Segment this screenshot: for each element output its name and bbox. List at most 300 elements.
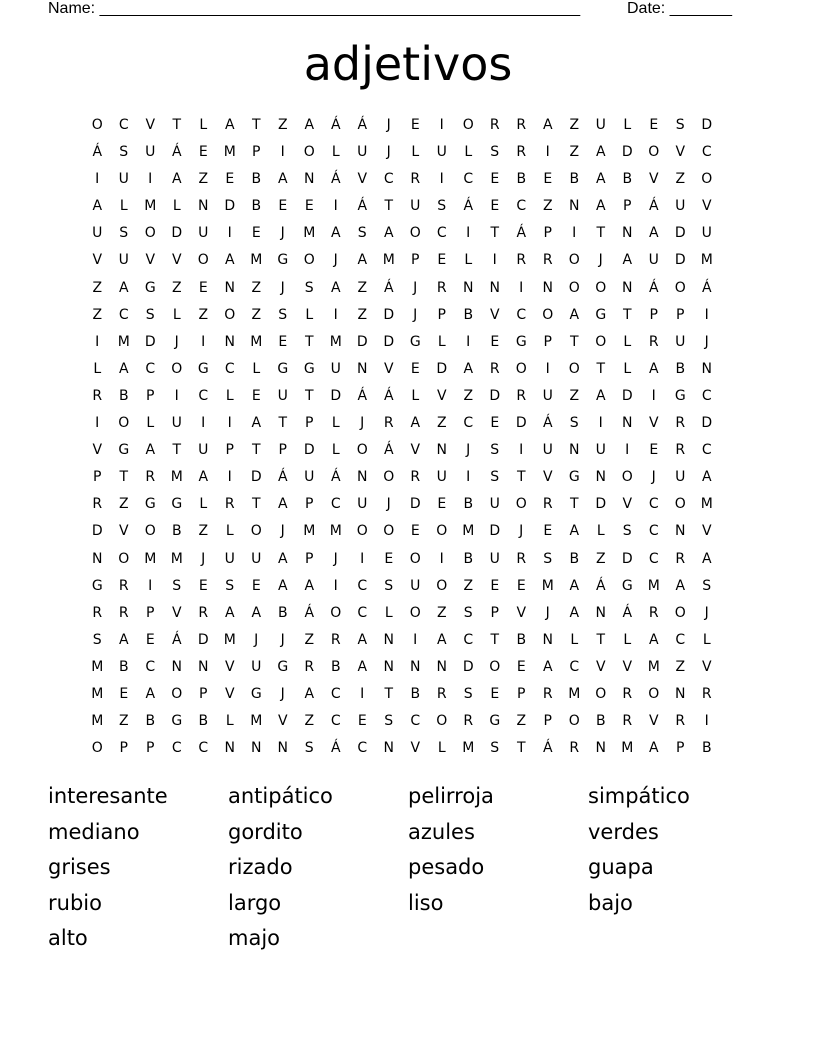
grid-letter: U bbox=[410, 198, 421, 215]
grid-letter: I bbox=[360, 685, 365, 702]
grid-letter: P bbox=[305, 496, 314, 513]
grid-letter: O bbox=[568, 279, 580, 296]
grid-letter: C bbox=[145, 658, 156, 675]
grid-letter: D bbox=[621, 387, 633, 404]
grid-letter: O bbox=[303, 144, 315, 161]
grid-letter: Á bbox=[542, 415, 553, 432]
grid-letter: R bbox=[675, 713, 686, 730]
grid-letter: L bbox=[93, 360, 102, 377]
grid-letter: M bbox=[541, 577, 554, 594]
grid-letter: Z bbox=[436, 415, 447, 432]
grid-letter: O bbox=[409, 604, 421, 621]
grid-letter: C bbox=[330, 496, 341, 513]
grid-letter: D bbox=[224, 198, 236, 215]
grid-letter: D bbox=[91, 523, 103, 540]
grid-letter: U bbox=[595, 117, 606, 133]
grid-letter: A bbox=[330, 225, 341, 242]
grid-letter: P bbox=[278, 442, 287, 459]
grid-letter: V bbox=[516, 604, 527, 621]
grid-letter: L bbox=[596, 523, 605, 540]
grid-letter: N bbox=[171, 658, 182, 675]
grid-letter: C bbox=[436, 225, 447, 242]
grid-letter: I bbox=[439, 171, 444, 188]
grid-letter: I bbox=[545, 360, 550, 377]
grid-letter: O bbox=[436, 523, 448, 540]
grid-letter: O bbox=[595, 685, 607, 702]
grid-letter: O bbox=[171, 360, 183, 377]
grid-letter: V bbox=[410, 442, 421, 459]
grid-letter: L bbox=[225, 713, 234, 730]
grid-letter: T bbox=[172, 442, 182, 459]
word-list-item: largo bbox=[228, 890, 282, 915]
word-list bbox=[48, 780, 768, 958]
grid-letter: N bbox=[251, 740, 262, 757]
grid-letter: L bbox=[146, 415, 155, 432]
grid-letter: Á bbox=[171, 144, 182, 161]
grid-letter: R bbox=[675, 550, 686, 567]
grid-letter: A bbox=[463, 360, 474, 377]
grid-letter: Á bbox=[383, 442, 394, 459]
grid-letter: O bbox=[648, 685, 660, 702]
grid-letter: V bbox=[410, 740, 421, 757]
grid-letter: O bbox=[356, 442, 368, 459]
grid-letter: I bbox=[95, 171, 100, 188]
grid-letter: I bbox=[360, 550, 365, 567]
grid-letter: A bbox=[648, 631, 659, 648]
grid-letter: C bbox=[701, 144, 712, 161]
grid-letter: L bbox=[384, 604, 393, 621]
grid-letter: O bbox=[436, 577, 448, 594]
grid-letter: U bbox=[410, 577, 421, 594]
grid-letter: V bbox=[622, 658, 633, 675]
grid-letter: V bbox=[92, 442, 103, 459]
grid-letter: N bbox=[595, 469, 606, 486]
grid-letter: C bbox=[463, 415, 474, 432]
grid-letter: J bbox=[333, 252, 338, 269]
grid-letter: B bbox=[198, 713, 209, 730]
grid-letter: O bbox=[489, 658, 501, 675]
grid-letter: J bbox=[280, 685, 285, 702]
word-list-item: rubio bbox=[48, 890, 102, 915]
grid-letter: Z bbox=[118, 713, 129, 730]
grid-letter: G bbox=[91, 577, 103, 594]
grid-letter: N bbox=[595, 604, 606, 621]
grid-letter: P bbox=[146, 604, 155, 621]
grid-letter: A bbox=[251, 415, 262, 432]
grid-letter: L bbox=[464, 252, 473, 269]
grid-letter: N bbox=[357, 360, 368, 377]
grid-letter: I bbox=[227, 225, 232, 242]
grid-letter: M bbox=[91, 658, 104, 675]
grid-letter: R bbox=[648, 604, 659, 621]
grid-letter: I bbox=[439, 550, 444, 567]
grid-letter: V bbox=[701, 658, 712, 675]
grid-letter: R bbox=[304, 658, 315, 675]
grid-letter: I bbox=[333, 306, 338, 323]
grid-letter: P bbox=[199, 685, 208, 702]
grid-letter: R bbox=[622, 685, 633, 702]
grid-letter: Z bbox=[251, 279, 262, 296]
grid-letter: J bbox=[545, 604, 550, 621]
grid-letter: L bbox=[437, 333, 446, 350]
grid-letter: Á bbox=[357, 117, 368, 133]
grid-letter: R bbox=[330, 631, 341, 648]
grid-letter: S bbox=[490, 469, 500, 486]
grid-letter: T bbox=[251, 117, 261, 133]
grid-letter: I bbox=[651, 387, 656, 404]
grid-letter: O bbox=[356, 523, 368, 540]
grid-letter: P bbox=[119, 740, 128, 757]
name-field-label[interactable]: Name: ______________________________________________________ bbox=[48, 0, 581, 17]
grid-letter: V bbox=[224, 685, 235, 702]
grid-letter: L bbox=[305, 306, 314, 323]
word-list-item: simpático bbox=[588, 784, 690, 808]
grid-letter: G bbox=[621, 577, 633, 594]
grid-letter: U bbox=[251, 658, 262, 675]
grid-letter: E bbox=[198, 144, 208, 161]
grid-letter: E bbox=[516, 577, 526, 594]
grid-letter: Á bbox=[277, 469, 288, 486]
grid-letter: P bbox=[93, 469, 102, 486]
grid-letter: O bbox=[542, 306, 554, 323]
grid-letter: E bbox=[516, 658, 526, 675]
grid-letter: O bbox=[568, 360, 580, 377]
grid-letter: O bbox=[674, 604, 686, 621]
grid-letter: V bbox=[277, 713, 288, 730]
grid-letter: U bbox=[595, 442, 606, 459]
grid-letter: N bbox=[198, 658, 209, 675]
grid-letter: B bbox=[595, 713, 606, 730]
grid-letter: M bbox=[223, 631, 236, 648]
grid-letter: O bbox=[701, 171, 713, 188]
grid-letter: U bbox=[648, 252, 659, 269]
grid-letter: O bbox=[383, 469, 395, 486]
grid-letter: N bbox=[224, 740, 235, 757]
grid-letter: O bbox=[595, 279, 607, 296]
grid-letter: L bbox=[119, 198, 128, 215]
grid-letter: U bbox=[118, 171, 129, 188]
grid-letter: B bbox=[118, 387, 129, 404]
grid-letter: P bbox=[305, 415, 314, 432]
grid-letter: O bbox=[250, 523, 262, 540]
grid-letter: I bbox=[598, 415, 603, 432]
grid-letter: Z bbox=[516, 713, 527, 730]
grid-letter: T bbox=[251, 442, 261, 459]
word-list-item: azules bbox=[408, 819, 475, 844]
grid-letter: D bbox=[595, 496, 607, 513]
grid-letter: U bbox=[198, 225, 209, 242]
grid-letter: M bbox=[91, 713, 104, 730]
grid-letter: Á bbox=[171, 631, 182, 648]
grid-letter: Z bbox=[304, 713, 315, 730]
grid-letter: L bbox=[199, 117, 208, 133]
grid-letter: Á bbox=[622, 604, 633, 621]
grid-letter: L bbox=[172, 306, 181, 323]
grid-letter: Á bbox=[357, 387, 368, 404]
grid-letter: R bbox=[410, 171, 421, 188]
grid-letter: D bbox=[330, 387, 342, 404]
grid-letter: A bbox=[595, 171, 606, 188]
grid-letter: B bbox=[277, 604, 288, 621]
grid-letter: N bbox=[701, 360, 712, 377]
grid-letter: T bbox=[119, 469, 129, 486]
grid-letter: U bbox=[701, 225, 712, 242]
grid-letter: I bbox=[439, 117, 444, 133]
word-list-item: interesante bbox=[48, 784, 168, 808]
grid-letter: N bbox=[675, 523, 686, 540]
word-list-item: rizado bbox=[228, 855, 293, 879]
grid-letter: I bbox=[704, 306, 709, 323]
grid-letter: A bbox=[277, 496, 288, 513]
grid-letter: G bbox=[118, 442, 130, 459]
grid-letter: U bbox=[198, 442, 209, 459]
grid-letter: M bbox=[303, 225, 316, 242]
grid-letter: E bbox=[251, 577, 261, 594]
grid-letter: R bbox=[542, 496, 553, 513]
grid-letter: D bbox=[436, 360, 448, 377]
grid-letter: D bbox=[250, 469, 262, 486]
grid-letter: N bbox=[436, 442, 447, 459]
grid-letter: V bbox=[648, 171, 659, 188]
grid-letter: O bbox=[409, 225, 421, 242]
grid-letter: N bbox=[542, 631, 553, 648]
grid-letter: J bbox=[201, 550, 206, 567]
grid-letter: O bbox=[674, 279, 686, 296]
grid-letter: D bbox=[197, 631, 209, 648]
grid-letter: D bbox=[356, 333, 368, 350]
grid-letter: I bbox=[466, 469, 471, 486]
grid-letter: V bbox=[489, 306, 500, 323]
grid-letter: J bbox=[280, 631, 285, 648]
grid-letter: C bbox=[675, 631, 686, 648]
grid-letter: T bbox=[569, 333, 579, 350]
grid-letter: L bbox=[411, 387, 420, 404]
grid-letter: Á bbox=[701, 279, 712, 296]
grid-letter: I bbox=[704, 713, 709, 730]
grid-letter: C bbox=[357, 604, 368, 621]
grid-letter: T bbox=[384, 198, 394, 215]
grid-letter: N bbox=[92, 550, 103, 567]
grid-letter: Á bbox=[648, 198, 659, 215]
grid-letter: N bbox=[489, 279, 500, 296]
grid-letter: E bbox=[278, 198, 288, 215]
grid-letter: R bbox=[542, 252, 553, 269]
grid-letter: O bbox=[303, 252, 315, 269]
grid-letter: N bbox=[383, 631, 394, 648]
grid-letter: S bbox=[702, 577, 712, 594]
grid-letter: R bbox=[410, 469, 421, 486]
grid-letter: I bbox=[227, 469, 232, 486]
grid-letter: R bbox=[516, 252, 527, 269]
grid-letter: C bbox=[118, 117, 129, 133]
grid-letter: E bbox=[410, 360, 420, 377]
grid-letter: P bbox=[543, 713, 552, 730]
grid-letter: T bbox=[251, 496, 261, 513]
grid-letter: L bbox=[225, 387, 234, 404]
grid-letter: O bbox=[224, 306, 236, 323]
grid-letter: S bbox=[225, 577, 235, 594]
grid-letter: E bbox=[278, 333, 288, 350]
grid-letter: S bbox=[490, 442, 500, 459]
grid-letter: L bbox=[570, 631, 579, 648]
grid-letter: T bbox=[569, 496, 579, 513]
grid-letter: A bbox=[542, 117, 553, 133]
date-field-label[interactable]: Date: _______ bbox=[627, 0, 732, 17]
grid-letter: C bbox=[145, 360, 156, 377]
grid-letter: J bbox=[466, 442, 471, 459]
grid-letter: C bbox=[463, 171, 474, 188]
grid-letter: T bbox=[384, 685, 394, 702]
grid-letter: I bbox=[466, 225, 471, 242]
grid-letter: Z bbox=[569, 387, 580, 404]
grid-letter: A bbox=[357, 252, 368, 269]
grid-letter: B bbox=[118, 658, 129, 675]
grid-letter: A bbox=[304, 685, 315, 702]
grid-letter: G bbox=[277, 360, 289, 377]
grid-letter: E bbox=[490, 685, 500, 702]
grid-letter: A bbox=[277, 171, 288, 188]
grid-letter: G bbox=[171, 713, 183, 730]
grid-letter: E bbox=[384, 550, 394, 567]
grid-letter: D bbox=[621, 144, 633, 161]
grid-letter: C bbox=[463, 631, 474, 648]
grid-letter: A bbox=[224, 604, 235, 621]
grid-letter: L bbox=[464, 144, 473, 161]
grid-letter: G bbox=[303, 360, 315, 377]
grid-letter: T bbox=[490, 631, 500, 648]
grid-letter: I bbox=[519, 442, 524, 459]
grid-letter: N bbox=[569, 198, 580, 215]
grid-letter: R bbox=[383, 415, 394, 432]
grid-letter: N bbox=[410, 658, 421, 675]
grid-letter: D bbox=[489, 523, 501, 540]
grid-letter: J bbox=[386, 117, 391, 133]
grid-letter: L bbox=[199, 496, 208, 513]
grid-letter: M bbox=[303, 523, 316, 540]
grid-letter: C bbox=[330, 685, 341, 702]
grid-letter: L bbox=[411, 144, 420, 161]
word-list-item: grises bbox=[48, 855, 111, 879]
grid-letter: R bbox=[516, 117, 527, 133]
grid-letter: A bbox=[569, 306, 580, 323]
grid-letter: N bbox=[622, 279, 633, 296]
grid-letter: S bbox=[675, 117, 685, 133]
grid-letter: A bbox=[277, 577, 288, 594]
grid-letter: M bbox=[144, 198, 157, 215]
grid-letter: M bbox=[329, 333, 342, 350]
grid-letter: A bbox=[224, 252, 235, 269]
word-list-item: guapa bbox=[588, 855, 654, 879]
grid-letter: R bbox=[118, 577, 129, 594]
grid-letter: S bbox=[384, 713, 394, 730]
grid-letter: U bbox=[224, 550, 235, 567]
grid-letter: Z bbox=[251, 306, 262, 323]
grid-letter: J bbox=[598, 252, 603, 269]
grid-letter: L bbox=[331, 442, 340, 459]
grid-letter: A bbox=[92, 198, 103, 215]
grid-letter: Z bbox=[357, 306, 368, 323]
grid-letter: M bbox=[568, 685, 581, 702]
grid-letter: C bbox=[648, 550, 659, 567]
grid-letter: A bbox=[145, 685, 156, 702]
grid-letter: M bbox=[170, 550, 183, 567]
header bbox=[48, 0, 748, 18]
grid-letter: N bbox=[383, 740, 394, 757]
grid-letter: A bbox=[648, 360, 659, 377]
grid-letter: R bbox=[118, 604, 129, 621]
grid-letter: P bbox=[411, 252, 420, 269]
grid-letter: V bbox=[383, 360, 394, 377]
grid-letter: Z bbox=[277, 117, 288, 133]
grid-letter: R bbox=[675, 415, 686, 432]
grid-letter: L bbox=[331, 144, 340, 161]
word-list-item: verdes bbox=[588, 819, 659, 844]
grid-letter: E bbox=[490, 415, 500, 432]
grid-letter: T bbox=[596, 225, 606, 242]
grid-letter: R bbox=[675, 442, 686, 459]
grid-letter: I bbox=[545, 144, 550, 161]
grid-letter: C bbox=[224, 360, 235, 377]
grid-letter: D bbox=[171, 225, 183, 242]
grid-letter: S bbox=[490, 740, 500, 757]
grid-letter: U bbox=[145, 144, 156, 161]
grid-letter: U bbox=[489, 496, 500, 513]
grid-letter: Á bbox=[463, 198, 474, 215]
grid-letter: G bbox=[250, 685, 262, 702]
grid-letter: C bbox=[357, 577, 368, 594]
grid-letter: C bbox=[383, 171, 394, 188]
grid-letter: J bbox=[386, 144, 391, 161]
grid-letter: Á bbox=[330, 117, 341, 133]
grid-letter: A bbox=[701, 550, 712, 567]
grid-letter: B bbox=[569, 550, 580, 567]
grid-letter: I bbox=[280, 144, 285, 161]
grid-letter: C bbox=[198, 740, 209, 757]
grid-letter: T bbox=[172, 117, 182, 133]
grid-letter: P bbox=[543, 333, 552, 350]
grid-letter: L bbox=[623, 631, 632, 648]
grid-letter: G bbox=[489, 713, 501, 730]
grid-letter: O bbox=[674, 496, 686, 513]
grid-letter: S bbox=[172, 577, 182, 594]
grid-letter: V bbox=[648, 415, 659, 432]
grid-letter: A bbox=[171, 171, 182, 188]
grid-letter: C bbox=[648, 523, 659, 540]
grid-letter: Z bbox=[92, 306, 103, 323]
word-list-item: gordito bbox=[228, 819, 303, 844]
grid-letter: E bbox=[490, 171, 500, 188]
grid-letter: V bbox=[224, 658, 235, 675]
word-list-item: antipático bbox=[228, 784, 333, 808]
grid-letter: P bbox=[623, 198, 632, 215]
grid-letter: V bbox=[357, 171, 368, 188]
grid-letter: N bbox=[622, 415, 633, 432]
grid-letter: Á bbox=[304, 604, 315, 621]
grid-letter: E bbox=[543, 523, 553, 540]
grid-letter: Z bbox=[171, 279, 182, 296]
grid-letter: D bbox=[462, 658, 474, 675]
grid-letter: V bbox=[436, 387, 447, 404]
grid-letter: E bbox=[251, 225, 261, 242]
grid-letter: L bbox=[252, 360, 261, 377]
grid-letter: D bbox=[515, 415, 527, 432]
grid-letter: S bbox=[569, 415, 579, 432]
grid-letter: A bbox=[118, 631, 129, 648]
grid-letter: A bbox=[569, 604, 580, 621]
grid-letter: Á bbox=[330, 171, 341, 188]
grid-letter: U bbox=[357, 144, 368, 161]
grid-letter: S bbox=[304, 740, 314, 757]
